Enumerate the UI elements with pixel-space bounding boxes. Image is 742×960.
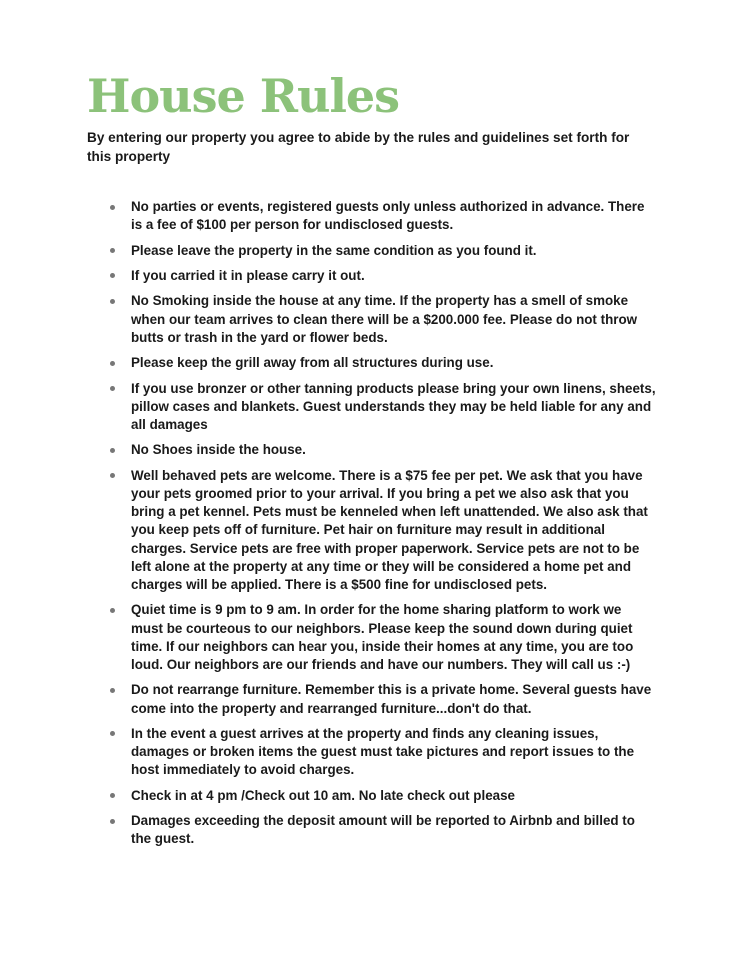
list-item (108, 198, 656, 234)
rule-text: If you carried it in please carry it out. (131, 267, 365, 283)
bullet-icon (110, 299, 115, 304)
bullet-icon (110, 386, 115, 391)
bullet-icon (110, 273, 115, 278)
bullet-icon (110, 248, 115, 253)
rule-text: No Shoes inside the house. (131, 442, 306, 458)
bullet-icon (110, 793, 115, 798)
list-item (108, 601, 656, 674)
rule-text: No parties or events, registered guests only unless authorized in advance. There is a fee of $100 per person for undisclosed guests. (131, 199, 645, 233)
list-item (108, 267, 656, 285)
rule-text: Please leave the property in the same condition as you found it. (131, 242, 537, 258)
intro-text: By entering our property you agree to abide by the rules and guidelines set forth for this property (87, 130, 630, 164)
rule-text: Please keep the grill away from all structures during use. (131, 355, 494, 371)
list-item (108, 242, 656, 260)
list-item (108, 354, 656, 372)
bullet-icon (110, 608, 115, 613)
rule-text: Damages exceeding the deposit amount will be reported to Airbnb and billed to the guest. (131, 813, 635, 847)
bullet-icon (110, 473, 115, 478)
bullet-icon (110, 205, 115, 210)
page-title: House Rules (87, 69, 400, 123)
rules-list (108, 198, 656, 856)
bullet-icon (110, 731, 115, 736)
list-item (108, 380, 656, 435)
rule-text: In the event a guest arrives at the property and finds any cleaning issues, damages or broken items the guest must take pictures and report issues to the host immediately to avoid charges. (131, 725, 635, 778)
list-item (108, 467, 656, 594)
rule-text: No Smoking inside the house at any time. If the property has a smell of smoke when our team arrives to clean there will be a $200.000 fee. Please do not throw butts or trash in the yard or flower beds. (131, 293, 638, 345)
rule-text: Check in at 4 pm /Check out 10 am. No late check out please (131, 787, 515, 803)
bullet-icon (110, 361, 115, 366)
list-item (108, 441, 656, 459)
list-item (108, 681, 656, 717)
rule-text: If you use bronzer or other tanning products please bring your own linens, sheets, pillow cases and blankets. Guest understands they may be held liable for any and all damages (131, 380, 656, 432)
bullet-icon (110, 819, 115, 824)
list-item (108, 787, 656, 805)
rule-text: Quiet time is 9 pm to 9 am. In order for the home sharing platform to work we must be courteous to our neighbors. Please keep the sound down during quiet time. If our neighbors can hear you, inside their homes at any time, you are too loud. Our neighbors are our friends and have our numbers. They will call us :-) (131, 602, 634, 672)
rule-text: Do not rearrange furniture. Remember this is a private home. Several guests have come into the property and rearranged furniture...don't do that. (131, 682, 652, 716)
bullet-icon (110, 448, 115, 453)
list-item (108, 292, 656, 347)
list-item (108, 725, 656, 780)
bullet-icon (110, 688, 115, 693)
list-item (108, 812, 656, 848)
rule-text: Well behaved pets are welcome. There is a $75 fee per pet. We ask that you have your pets groomed prior to your arrival. If you bring a pet we also ask that you bring a pet kennel. Pets must be kenneled when left unattended. We also ask that you keep pets off of furniture. Pet hair on furniture may result in additional charges. Service pets are free with proper paperwork. Service pets are not to be left alone at the property at any time or they will be considered a home pet and charges will be applied. There is a $500 fine for undisclosed pets. (131, 467, 648, 592)
